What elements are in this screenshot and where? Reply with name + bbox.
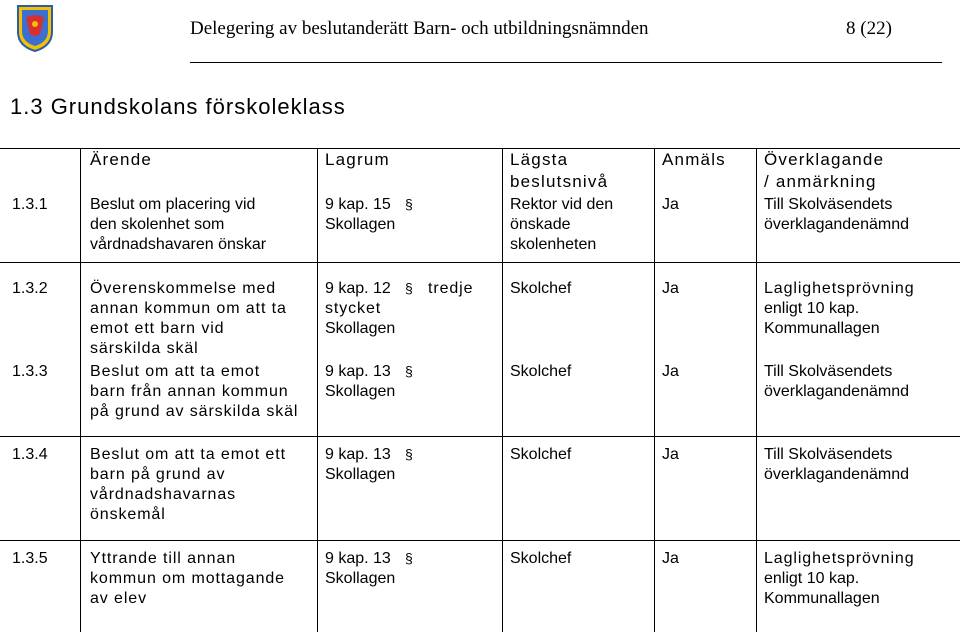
arende-line: Beslut om att ta emot: [90, 363, 261, 380]
lagrum-line: 9 kap. 13: [325, 550, 391, 567]
niva-line: Skolchef: [510, 550, 572, 567]
niva-line: skolenheten: [510, 236, 597, 253]
niva-line: Skolchef: [510, 446, 572, 463]
anmarkning-line: Till Skolväsendets: [764, 363, 893, 380]
niva-line: Skolchef: [510, 363, 572, 380]
section-symbol: §: [405, 363, 413, 379]
column-header-anmals: Anmäls: [662, 150, 726, 169]
anmarkning-line: enligt 10 kap.: [764, 570, 860, 587]
lagrum-line: Skollagen: [325, 383, 396, 400]
lagrum-line: 9 kap. 13: [325, 363, 391, 380]
column-divider: [80, 148, 81, 632]
lagrum-line: 9 kap. 15: [325, 196, 391, 213]
column-header-lagsta: Lägsta: [510, 150, 569, 169]
arende-line: barn på grund av: [90, 466, 226, 483]
row-divider: [0, 540, 960, 541]
document-title: Delegering av beslutanderätt Barn- och utbildningsnämnden: [190, 18, 649, 39]
lagrum-line: Skollagen: [325, 466, 396, 483]
anmarkning-line: överklagandenämnd: [764, 216, 909, 233]
column-header-lagrum: Lagrum: [325, 150, 390, 169]
anmarkning-line: Laglighetsprövning: [764, 280, 915, 297]
page-number: 8 (22): [846, 18, 892, 39]
row-number: 1.3.2: [12, 280, 48, 297]
municipality-logo: [16, 4, 54, 52]
column-header-arende: Ärende: [90, 150, 153, 169]
section-title: 1.3 Grundskolans förskoleklass: [10, 94, 346, 119]
section-symbol: §: [405, 196, 413, 212]
anmarkning-line: enligt 10 kap.: [764, 300, 860, 317]
lagrum-line: 9 kap. 13: [325, 446, 391, 463]
anmarkning-line: överklagandenämnd: [764, 466, 909, 483]
arende-line: Beslut om placering vid: [90, 196, 256, 213]
arende-line: önskemål: [90, 506, 166, 523]
anmals-value: Ja: [662, 550, 679, 567]
lagrum-line: Skollagen: [325, 320, 396, 337]
row-divider: [0, 262, 960, 263]
arende-line: vårdnadshavaren önskar: [90, 236, 267, 253]
niva-line: önskade: [510, 216, 571, 233]
section-symbol: §: [405, 446, 413, 462]
anmarkning-line: Till Skolväsendets: [764, 446, 893, 463]
anmarkning-line: överklagandenämnd: [764, 383, 909, 400]
row-number: 1.3.1: [12, 196, 48, 213]
anmals-value: Ja: [662, 196, 679, 213]
arende-line: annan kommun om att ta: [90, 300, 287, 317]
section-symbol: §: [405, 280, 413, 296]
lagrum-line: tredje: [428, 280, 474, 297]
anmarkning-line: Kommunallagen: [764, 320, 880, 337]
niva-line: Rektor vid den: [510, 196, 614, 213]
lagrum-line: 9 kap. 12: [325, 280, 391, 297]
column-header-anmarkning: / anmärkning: [764, 172, 877, 191]
column-divider: [502, 148, 503, 632]
anmals-value: Ja: [662, 280, 679, 297]
arende-line: emot ett barn vid: [90, 320, 225, 337]
column-divider: [756, 148, 757, 632]
arende-line: vårdnadshavarnas: [90, 486, 237, 503]
section-symbol: §: [405, 550, 413, 566]
column-divider: [317, 148, 318, 632]
row-number: 1.3.5: [12, 550, 48, 567]
arende-line: kommun om mottagande: [90, 570, 285, 587]
anmarkning-line: Laglighetsprövning: [764, 550, 915, 567]
arende-line: av elev: [90, 590, 147, 607]
arende-line: Överenskommelse med: [90, 280, 277, 297]
header-divider: [190, 62, 942, 63]
arende-line: Yttrande till annan: [90, 550, 237, 567]
row-number: 1.3.4: [12, 446, 48, 463]
column-header-beslutsniva: beslutsnivå: [510, 172, 609, 191]
arende-line: den skolenhet som: [90, 216, 225, 233]
lagrum-line: Skollagen: [325, 570, 396, 587]
row-divider: [0, 436, 960, 437]
anmarkning-line: Till Skolväsendets: [764, 196, 893, 213]
lagrum-line: stycket: [325, 300, 382, 317]
lagrum-line: Skollagen: [325, 216, 396, 233]
column-divider: [654, 148, 655, 632]
anmals-value: Ja: [662, 363, 679, 380]
niva-line: Skolchef: [510, 280, 572, 297]
arende-line: Beslut om att ta emot ett: [90, 446, 286, 463]
arende-line: på grund av särskilda skäl: [90, 403, 299, 420]
arende-line: barn från annan kommun: [90, 383, 289, 400]
arende-line: särskilda skäl: [90, 340, 199, 357]
row-number: 1.3.3: [12, 363, 48, 380]
column-header-overklagande: Överklagande: [764, 150, 885, 169]
anmarkning-line: Kommunallagen: [764, 590, 880, 607]
anmals-value: Ja: [662, 446, 679, 463]
